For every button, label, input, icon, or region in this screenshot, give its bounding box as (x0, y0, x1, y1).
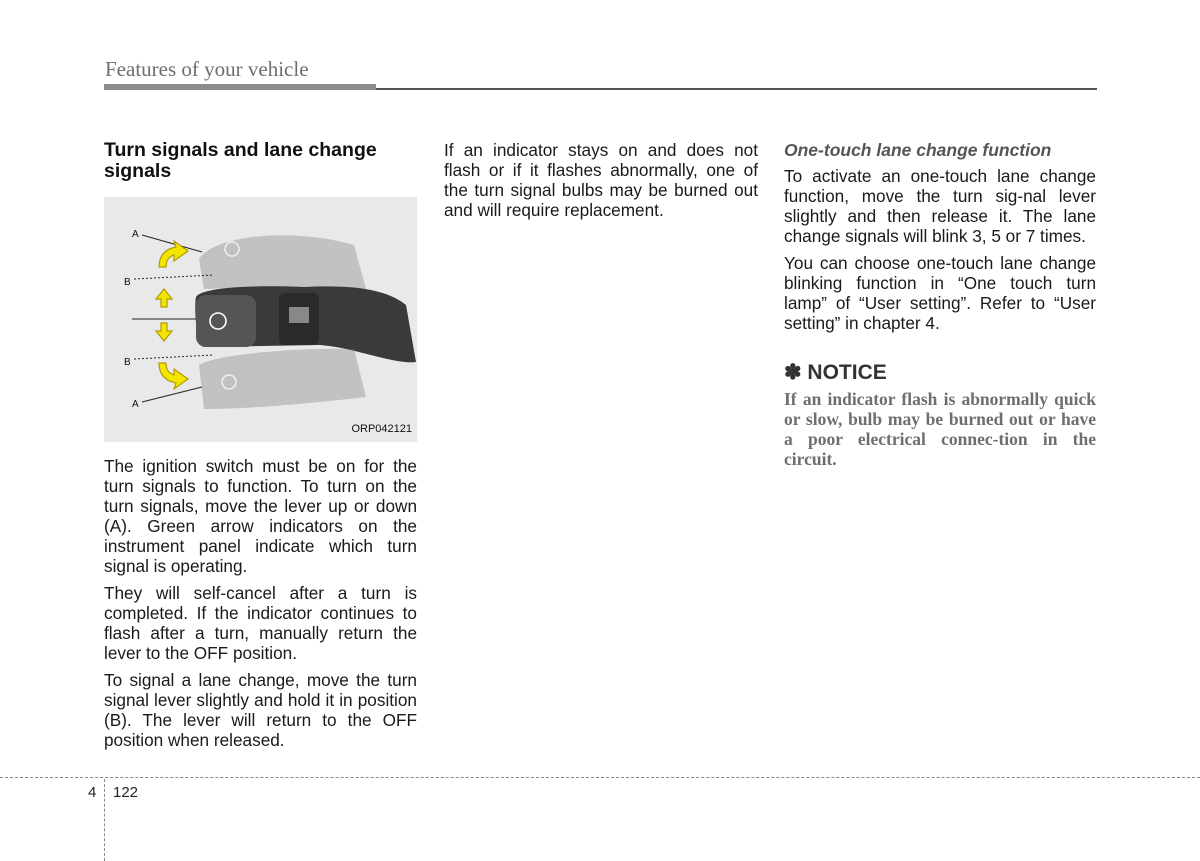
lever-illustration (104, 197, 417, 442)
column-middle (444, 140, 758, 227)
paragraph: To signal a lane change, move the turn signal lever slightly and hold it in position (B). The lever will return to the OFF position when released. (104, 670, 417, 750)
figure-label-a-top: A (132, 229, 139, 240)
paragraph: To activate an one-touch lane change function, move the turn sig-nal lever slightly and then release it. The lane change signals will blink 3, 5 or 7 times. (784, 166, 1096, 246)
notice-title: ✽ NOTICE (784, 361, 887, 384)
figure-label-b-bottom: B (124, 357, 131, 368)
section-heading: Turn signals and lane change signals (104, 139, 377, 182)
sub-heading: One-touch lane change function (784, 140, 1052, 160)
chapter-number: 4 (88, 784, 97, 801)
footer-vertical-rule (104, 779, 105, 861)
footer-rule (0, 777, 1200, 778)
paragraph: The ignition switch must be on for the turn signals to function. To turn on the turn signals, move the lever up or down (A). Green arrow indicators on the instrument panel indicate which turn signal is operating. (104, 456, 417, 576)
figure-code: ORP042121 (351, 423, 412, 435)
header-rule-thin (376, 88, 1097, 90)
figure-label-a-bottom: A (132, 399, 139, 410)
figure-label-b-top: B (124, 277, 131, 288)
paragraph: If an indicator stays on and does not flash or if it flashes abnormally, one of the turn signal bulbs may be burned out and will require replacement. (444, 140, 758, 220)
turn-signal-lever-figure (104, 197, 417, 442)
header-rule-thick (104, 84, 376, 90)
page-header-title: Features of your vehicle (105, 57, 309, 81)
page-number: 122 (113, 784, 139, 801)
notice-body: If an indicator flash is abnormally quick or slow, bulb may be burned out or have a poor electrical connec-tion in the circuit. (784, 389, 1096, 469)
paragraph: You can choose one-touch lane change blinking function in “One touch turn lamp” of “User setting”. Refer to “User setting” in chapter 4. (784, 253, 1096, 333)
column-right (784, 140, 1096, 469)
lever-upper-ghost (199, 235, 366, 289)
column-left (104, 140, 417, 757)
direction-arrows (156, 241, 188, 389)
paragraph: They will self-cancel after a turn is completed. If the indicator continues to flash after a turn, manually return the lever to the OFF position. (104, 583, 417, 663)
lever-lower-ghost (199, 349, 366, 409)
